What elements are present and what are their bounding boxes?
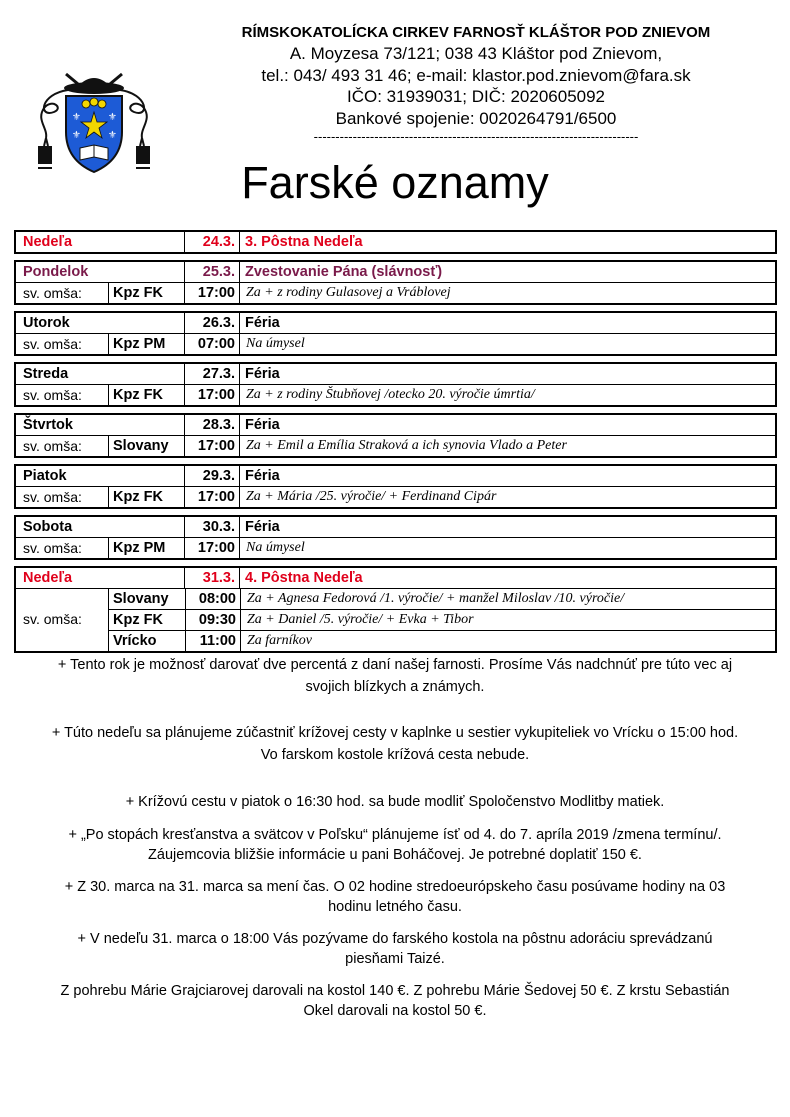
mass-label: sv. omša: — [23, 285, 82, 301]
mass-list — [108, 589, 775, 651]
mass-location: Kpz FK — [108, 283, 184, 303]
mass-row — [16, 486, 775, 507]
day-event: Zvestovanie Pána (slávnosť) — [239, 262, 775, 282]
day-event: Féria — [239, 517, 775, 537]
day-block-tuesday — [14, 311, 777, 356]
note-line: hodinu letného času. — [328, 899, 462, 915]
day-block-monday — [14, 260, 777, 305]
day-event: Féria — [239, 466, 775, 486]
mass-time: 17:00 — [184, 538, 239, 558]
day-block-friday — [14, 464, 777, 509]
day-date: 28.3. — [184, 415, 239, 435]
address: A. Moyzesa 73/121; 038 43 Kláštor pod Znievom, — [289, 44, 663, 63]
day-block-thursday — [14, 413, 777, 458]
day-header-row — [16, 364, 775, 384]
mass-time: 17:00 — [184, 487, 239, 507]
day-date: 27.3. — [184, 364, 239, 384]
day-header-row — [16, 466, 775, 486]
multi-mass-group — [16, 588, 775, 651]
mass-time: 17:00 — [184, 283, 239, 303]
mass-row — [16, 333, 775, 354]
day-event: Féria — [239, 415, 775, 435]
day-date: 30.3. — [184, 517, 239, 537]
note-line: + V nedeľu 31. marca o 18:00 Vás pozývame do farského kostola na pôstnu adoráciu sprevádzanú — [77, 931, 713, 947]
day-name: Sobota — [23, 519, 73, 535]
day-name: Pondelok — [23, 264, 89, 280]
mass-row — [16, 384, 775, 405]
day-date: 25.3. — [184, 262, 239, 282]
note-line: + Túto nedeľu sa plánujeme zúčastniť krížovej cesty v kaplnke u sestier vykupiteliek vo Vrícku o 15:00 hod. — [51, 725, 739, 741]
svg-text:⚜: ⚜ — [108, 112, 117, 123]
mass-row — [16, 537, 775, 558]
mass-intention: Za + z rodiny Gulasovej a Vráblovej — [239, 283, 775, 303]
day-name: Utorok — [23, 315, 70, 331]
mass-label: sv. omša: — [23, 387, 82, 403]
day-event: 4. Pôstna Nedeľa — [239, 568, 775, 588]
day-event: Féria — [239, 364, 775, 384]
mass-time: 11:00 — [185, 631, 240, 651]
day-block-wednesday — [14, 362, 777, 407]
mass-intention: Na úmysel — [239, 334, 775, 354]
contact-line: tel.: 043/ 493 31 46; e-mail: klastor.pod.znievom@fara.sk — [261, 65, 691, 85]
mass-intention: Za + Emil a Emília Straková a ich synovia Vlado a Peter — [239, 436, 775, 456]
mass-time: 09:30 — [185, 610, 240, 630]
mass-time: 17:00 — [184, 436, 239, 456]
weekly-schedule — [14, 230, 777, 659]
day-name: Štvrtok — [23, 417, 73, 433]
mass-row — [109, 609, 775, 630]
mass-label: sv. omša: — [23, 489, 82, 505]
day-header-row — [16, 517, 775, 537]
day-name: Nedeľa — [23, 234, 73, 250]
mass-location: Slovany — [108, 436, 184, 456]
mass-label: sv. omša: — [23, 611, 82, 627]
mass-intention: Za + z rodiny Štubňovej /otecko 20. výročie úmrtia/ — [239, 385, 775, 405]
mass-row — [109, 589, 775, 609]
mass-time: 08:00 — [185, 589, 240, 609]
day-header-row — [16, 262, 775, 282]
mass-label: sv. omša: — [23, 540, 82, 556]
day-header-row — [16, 313, 775, 333]
day-date: 24.3. — [184, 232, 239, 252]
mass-intention: Na úmysel — [239, 538, 775, 558]
day-event: Féria — [239, 313, 775, 333]
org-name: RÍMSKOKATOLÍCKA CIRKEV FARNOSŤ KLÁŠTOR POD ZNIEVOM — [241, 24, 711, 41]
day-name: Nedeľa — [23, 570, 73, 586]
mass-label: sv. omša: — [23, 438, 82, 454]
day-event: 3. Pôstna Nedeľa — [239, 232, 775, 252]
parish-header — [206, 24, 746, 145]
svg-text:⚜: ⚜ — [108, 130, 117, 141]
company-ids: IČO: 31939031; DIČ: 2020605092 — [346, 87, 606, 106]
mass-location: Vrícko — [113, 633, 157, 649]
day-date: 31.3. — [184, 568, 239, 588]
day-block-sunday-2 — [14, 566, 777, 653]
mass-time: 17:00 — [184, 385, 239, 405]
mass-location: Kpz FK — [113, 612, 163, 628]
day-header-row — [16, 568, 775, 588]
mass-label: sv. omša: — [23, 336, 82, 352]
day-block-sunday-1 — [14, 230, 777, 254]
day-header-row — [16, 415, 775, 435]
note-line: + „Po stopách kresťanstva a svätcov v Poľsku“ plánujeme ísť od 4. do 7. apríla 2019 /zmena termínu/. — [68, 827, 722, 843]
mass-location: Slovany — [113, 591, 169, 607]
note-line: Z pohrebu Márie Grajciarovej darovali na kostol 140 €. Z pohrebu Márie Šedovej 50 €. Z krstu Sebastián — [60, 983, 730, 999]
mass-intention: Za + Agnesa Fedorová /1. výročie/ + manžel Miloslav /10. výročie/ — [240, 589, 775, 609]
note-line: piesňami Taizé. — [345, 951, 445, 967]
note-line: Vo farskom kostole krížová cesta nebude. — [260, 747, 530, 763]
day-block-saturday — [14, 515, 777, 560]
note-line: + Tento rok je možnosť darovať dve percentá z daní našej farnosti. Prosíme Vás nadchnúť pre túto vec aj — [57, 657, 733, 673]
svg-text:⚜: ⚜ — [72, 112, 81, 123]
mass-row — [109, 630, 775, 651]
mass-location: Kpz PM — [108, 538, 184, 558]
bank-account: Bankové spojenie: 0020264791/6500 — [335, 108, 617, 128]
day-date: 26.3. — [184, 313, 239, 333]
mass-row — [16, 282, 775, 303]
note-line: + Krížovú cestu v piatok o 16:30 hod. sa bude modliť Spoločenstvo Modlitby matiek. — [125, 794, 665, 810]
mass-time: 07:00 — [184, 334, 239, 354]
note-line: svojich blízkych a známych. — [305, 679, 485, 695]
announcements — [20, 654, 770, 1021]
day-date: 29.3. — [184, 466, 239, 486]
page-title: Farské oznamy — [241, 157, 549, 208]
mass-location: Kpz FK — [108, 385, 184, 405]
mass-intention: Za farníkov — [240, 631, 775, 651]
dashed-rule: --------------------------------------------------------------------------- — [313, 129, 639, 144]
day-name: Piatok — [23, 468, 67, 484]
mass-row — [16, 435, 775, 456]
mass-location: Kpz FK — [108, 487, 184, 507]
note-line: Okel darovali na kostol 50 €. — [303, 1003, 487, 1019]
day-name: Streda — [23, 366, 69, 382]
note-line: Záujemcovia bližšie informácie u pani Boháčovej. Je potrebné doplatiť 150 €. — [148, 847, 642, 863]
day-header-row — [16, 232, 775, 252]
svg-text:⚜: ⚜ — [72, 130, 81, 141]
mass-location: Kpz PM — [108, 334, 184, 354]
note-line: + Z 30. marca na 31. marca sa mení čas. O 02 hodine stredoeurópskeho času posúvame hodiny na 03 — [64, 879, 726, 895]
mass-intention: Za + Daniel /5. výročie/ + Evka + Tibor — [240, 610, 775, 630]
mass-intention: Za + Mária /25. výročie/ + Ferdinand Cipár — [239, 487, 775, 507]
